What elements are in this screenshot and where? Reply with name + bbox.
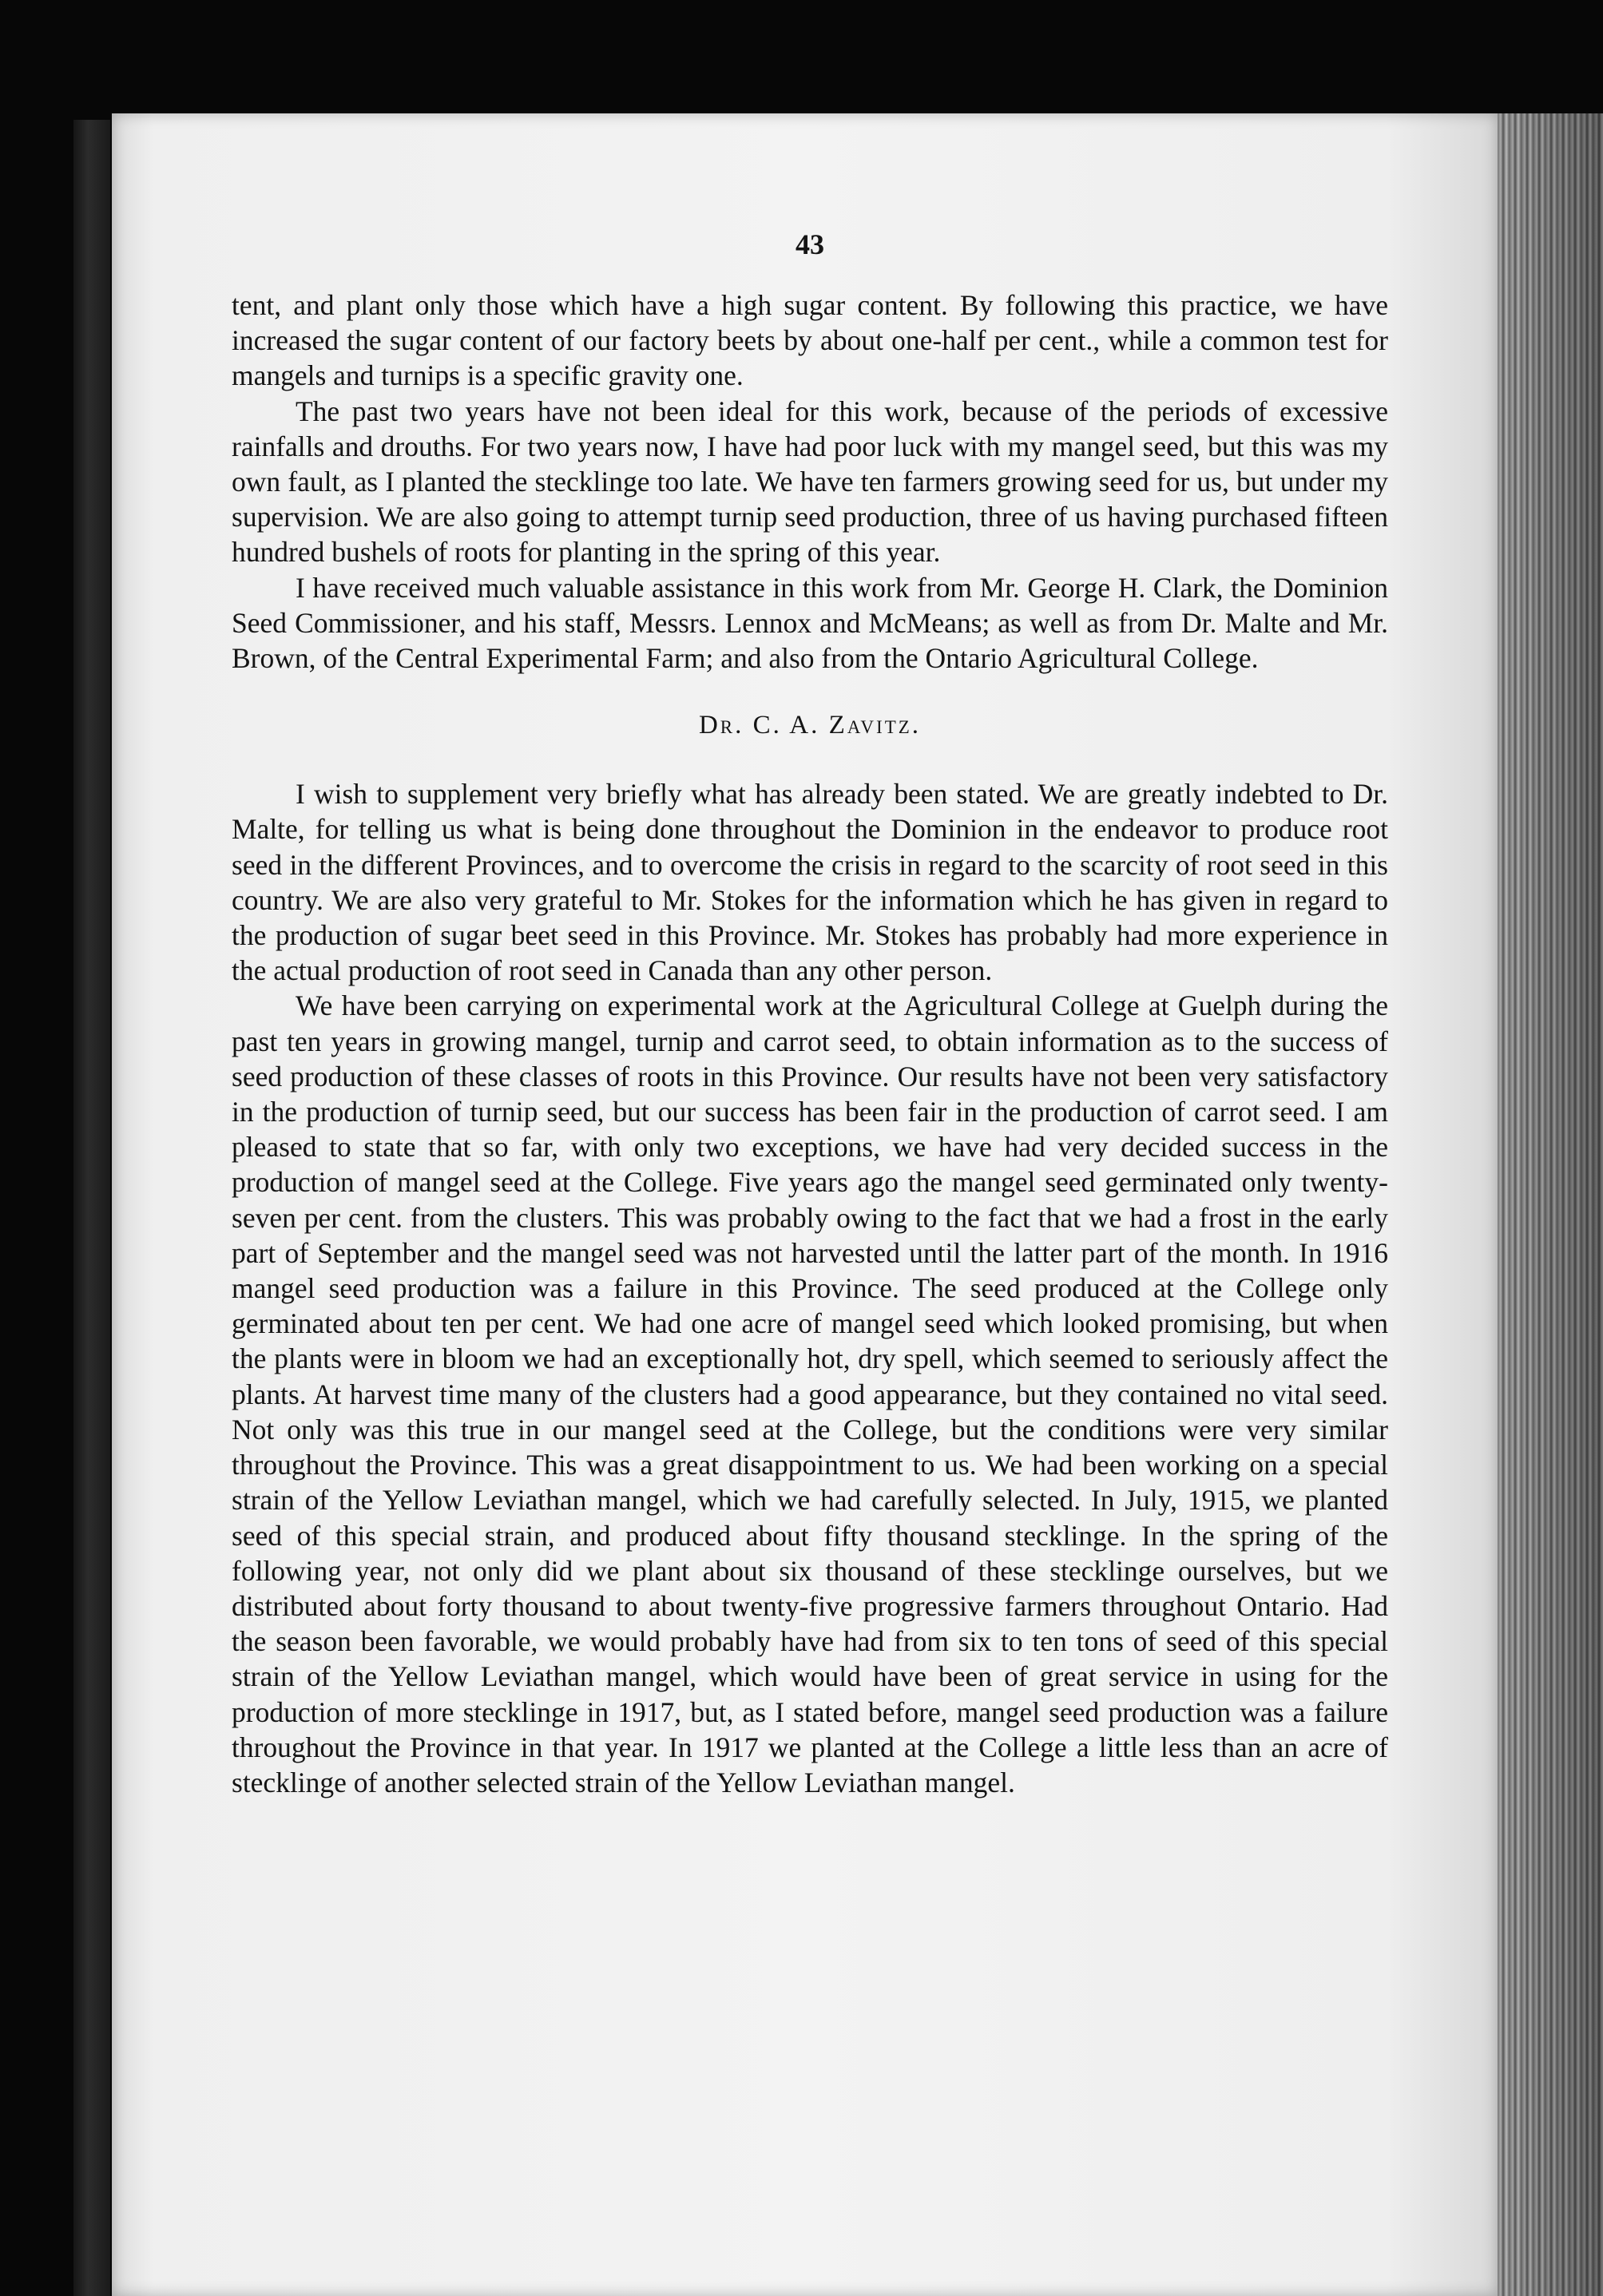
section-heading-text: Dr. C. A. Zavitz.	[698, 711, 922, 740]
section-heading	[232, 708, 1388, 743]
paragraph: I have received much valuable assistance in this work from Mr. George H. Clark, the Dominion Seed Commissioner, and his staff, Messrs. Lennox and McMeans; as well as from Dr. Malte and Mr. Brown, of the Central Experimental Farm; and also from the Ontario Agricultural College.	[232, 571, 1388, 675]
paragraph: We have been carrying on experimental work at the Agricultural College at Guelph during the past ten years in growing mangel, turnip and carrot seed, to obtain information as to the success of seed production of these classes of roots in this Province. Our results have not been very satisfactory in the production of turnip seed, but our success has been fair in the production of carrot seed. I am pleased to state that so far, with only two exceptions, we have had very decided success in the production of mangel seed at the College. Five years ago the mangel seed germinated only twenty-seven per cent. from the clusters. This was probably owing to the fact that we had a frost in the early part of September and the mangel seed was not harvested until the latter part of the month. In 1916 mangel seed production was a failure in this Province. The seed produced at the College only germinated about ten per cent. We had one acre of mangel seed which looked promising, but when the plants were in bloom we had an exceptionally hot, dry spell, which seemed to seriously affect the plants. At harvest time many of the clusters had a good appearance, but they contained no vital seed. Not only was this true in our mangel seed at the College, but the conditions were very similar throughout the Province. This was a great disappointment to us. We had been working on a special strain of the Yellow Leviathan mangel, which we had carefully selected. In July, 1915, we planted seed of this special strain, and produced about fifty thousand stecklinge. In the spring of the following year, not only did we plant about six thousand of these stecklinge ourselves, but we distributed about forty thousand to about twenty-five progressive farmers throughout Ontario. Had the season been favorable, we would probably have had from six to ten tons of seed of this special strain of the Yellow Leviathan mangel, which would have been of great service in using for the production of more stecklinge in 1917, but, as I stated before, mangel seed production was a failure throughout the Province in that year. In 1917 we planted at the College a little less than an acre of stecklinge of another selected strain of the Yellow Leviathan mangel.	[232, 989, 1388, 1798]
paragraph: I wish to supplement very briefly what has already been stated. We are greatly indebted to Dr. Malte, for telling us what is being done throughout the Dominion in the endeavor to produce root seed in the different Provinces, and to overcome the crisis in regard to the scarcity of root seed in this country. We are also very grateful to Mr. Stokes for the information which he has given in regard to the production of sugar beet seed in this Province. Mr. Stokes has probably had more experience in the actual production of root seed in Canada than any other person.	[232, 778, 1388, 987]
page-stack-edge	[1498, 113, 1603, 2296]
page-text	[232, 228, 1388, 1800]
page-number: 43	[796, 228, 824, 260]
paragraph: tent, and plant only those which have a high sugar content. By following this practice, we have increased the sugar content of our factory beets by about one-half per cent., while a common test for mangels and turnips is a specific gravity one.	[232, 289, 1388, 392]
paragraph: The past two years have not been ideal for this work, because of the periods of excessive rainfalls and drouths. For two years now, I have had poor luck with my mangel seed, but this was my own fault, as I planted the stecklinge too late. We have ten farmers growing seed for us, but under my supervision. We are also going to attempt turnip seed production, three of us having purchased fifteen hundred bushels of roots for planting in the spring of this year.	[232, 395, 1388, 569]
book-spine-edge	[73, 120, 110, 2296]
